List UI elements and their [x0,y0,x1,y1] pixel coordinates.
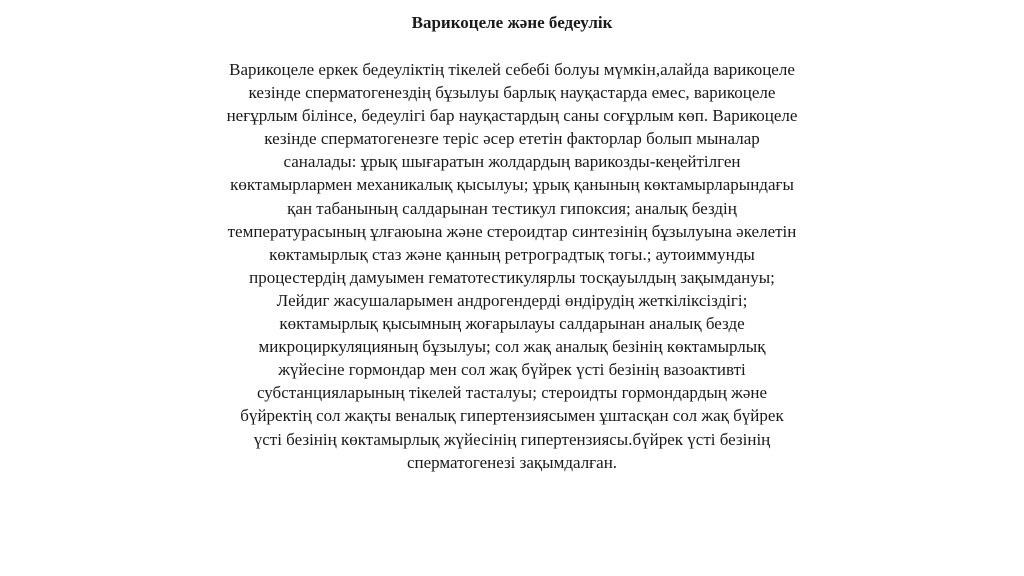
body-line: бүйректің сол жақты веналық гипертензиясымен ұштасқан сол жақ бүйрек [240,406,784,426]
body-line: кезінде сперматогенезге теріс әсер ететін факторлар болып мыналар [264,129,760,149]
body-line: субстанцияларының тікелей тасталуы; стероидты гормондардың және [256,383,768,403]
body-line: кезінде сперматогенездің бұзылуы барлық науқастарда емес, варикоцеле [248,83,776,103]
body-line: Лейдиг жасушаларымен андрогендерді өндірудің жеткіліксіздігі; [276,290,748,310]
body-line: қан табанының салдарынан тестикул гипоксия; аналық бездің [287,198,737,218]
body-line: микроциркуляцияның бұзылуы; сол жақ аналық безінің көктамырлық [258,337,766,357]
body-line: неғұрлым білінсе, бедеулігі бар науқастардың саны соғұрлым көп. Варикоцеле [226,106,798,126]
body-line: процестердің дамуымен гематотестикулярлы тосқауылдың зақымдануы; [249,267,775,287]
body-line: көктамырлық қысымның жоғарылауы салдарынан аналық безде [279,314,745,334]
body-line: көктамырлық стаз және қанның ретроградтық тогы.; аутоиммунды [269,244,755,264]
slide-body-text [172,58,852,474]
slide-title: Варикоцеле және бедеулік [411,13,613,32]
body-line: Варикоцеле еркек бедеуліктің тікелей себебі болуы мүмкін,алайда варикоцеле [229,60,795,79]
body-line: көктамырлармен механикалық қысылуы; ұрық қанының көктамырларындағы [230,175,794,195]
body-line: саналады: ұрық шығаратын жолдардың варикозды-кеңейтілген [283,152,741,172]
body-line: сперматогенезі зақымдалған. [406,452,618,472]
body-line: үсті безінің көктамырлық жүйесінің гипертензиясы.бүйрек үсті безінің [253,429,771,449]
body-line: температурасының ұлғаюына және стероидтар синтезінің бұзылуына әкелетін [227,221,797,241]
body-line: жүйесіне гормондар мен сол жақ бүйрек үсті безінің вазоактивті [278,360,746,380]
